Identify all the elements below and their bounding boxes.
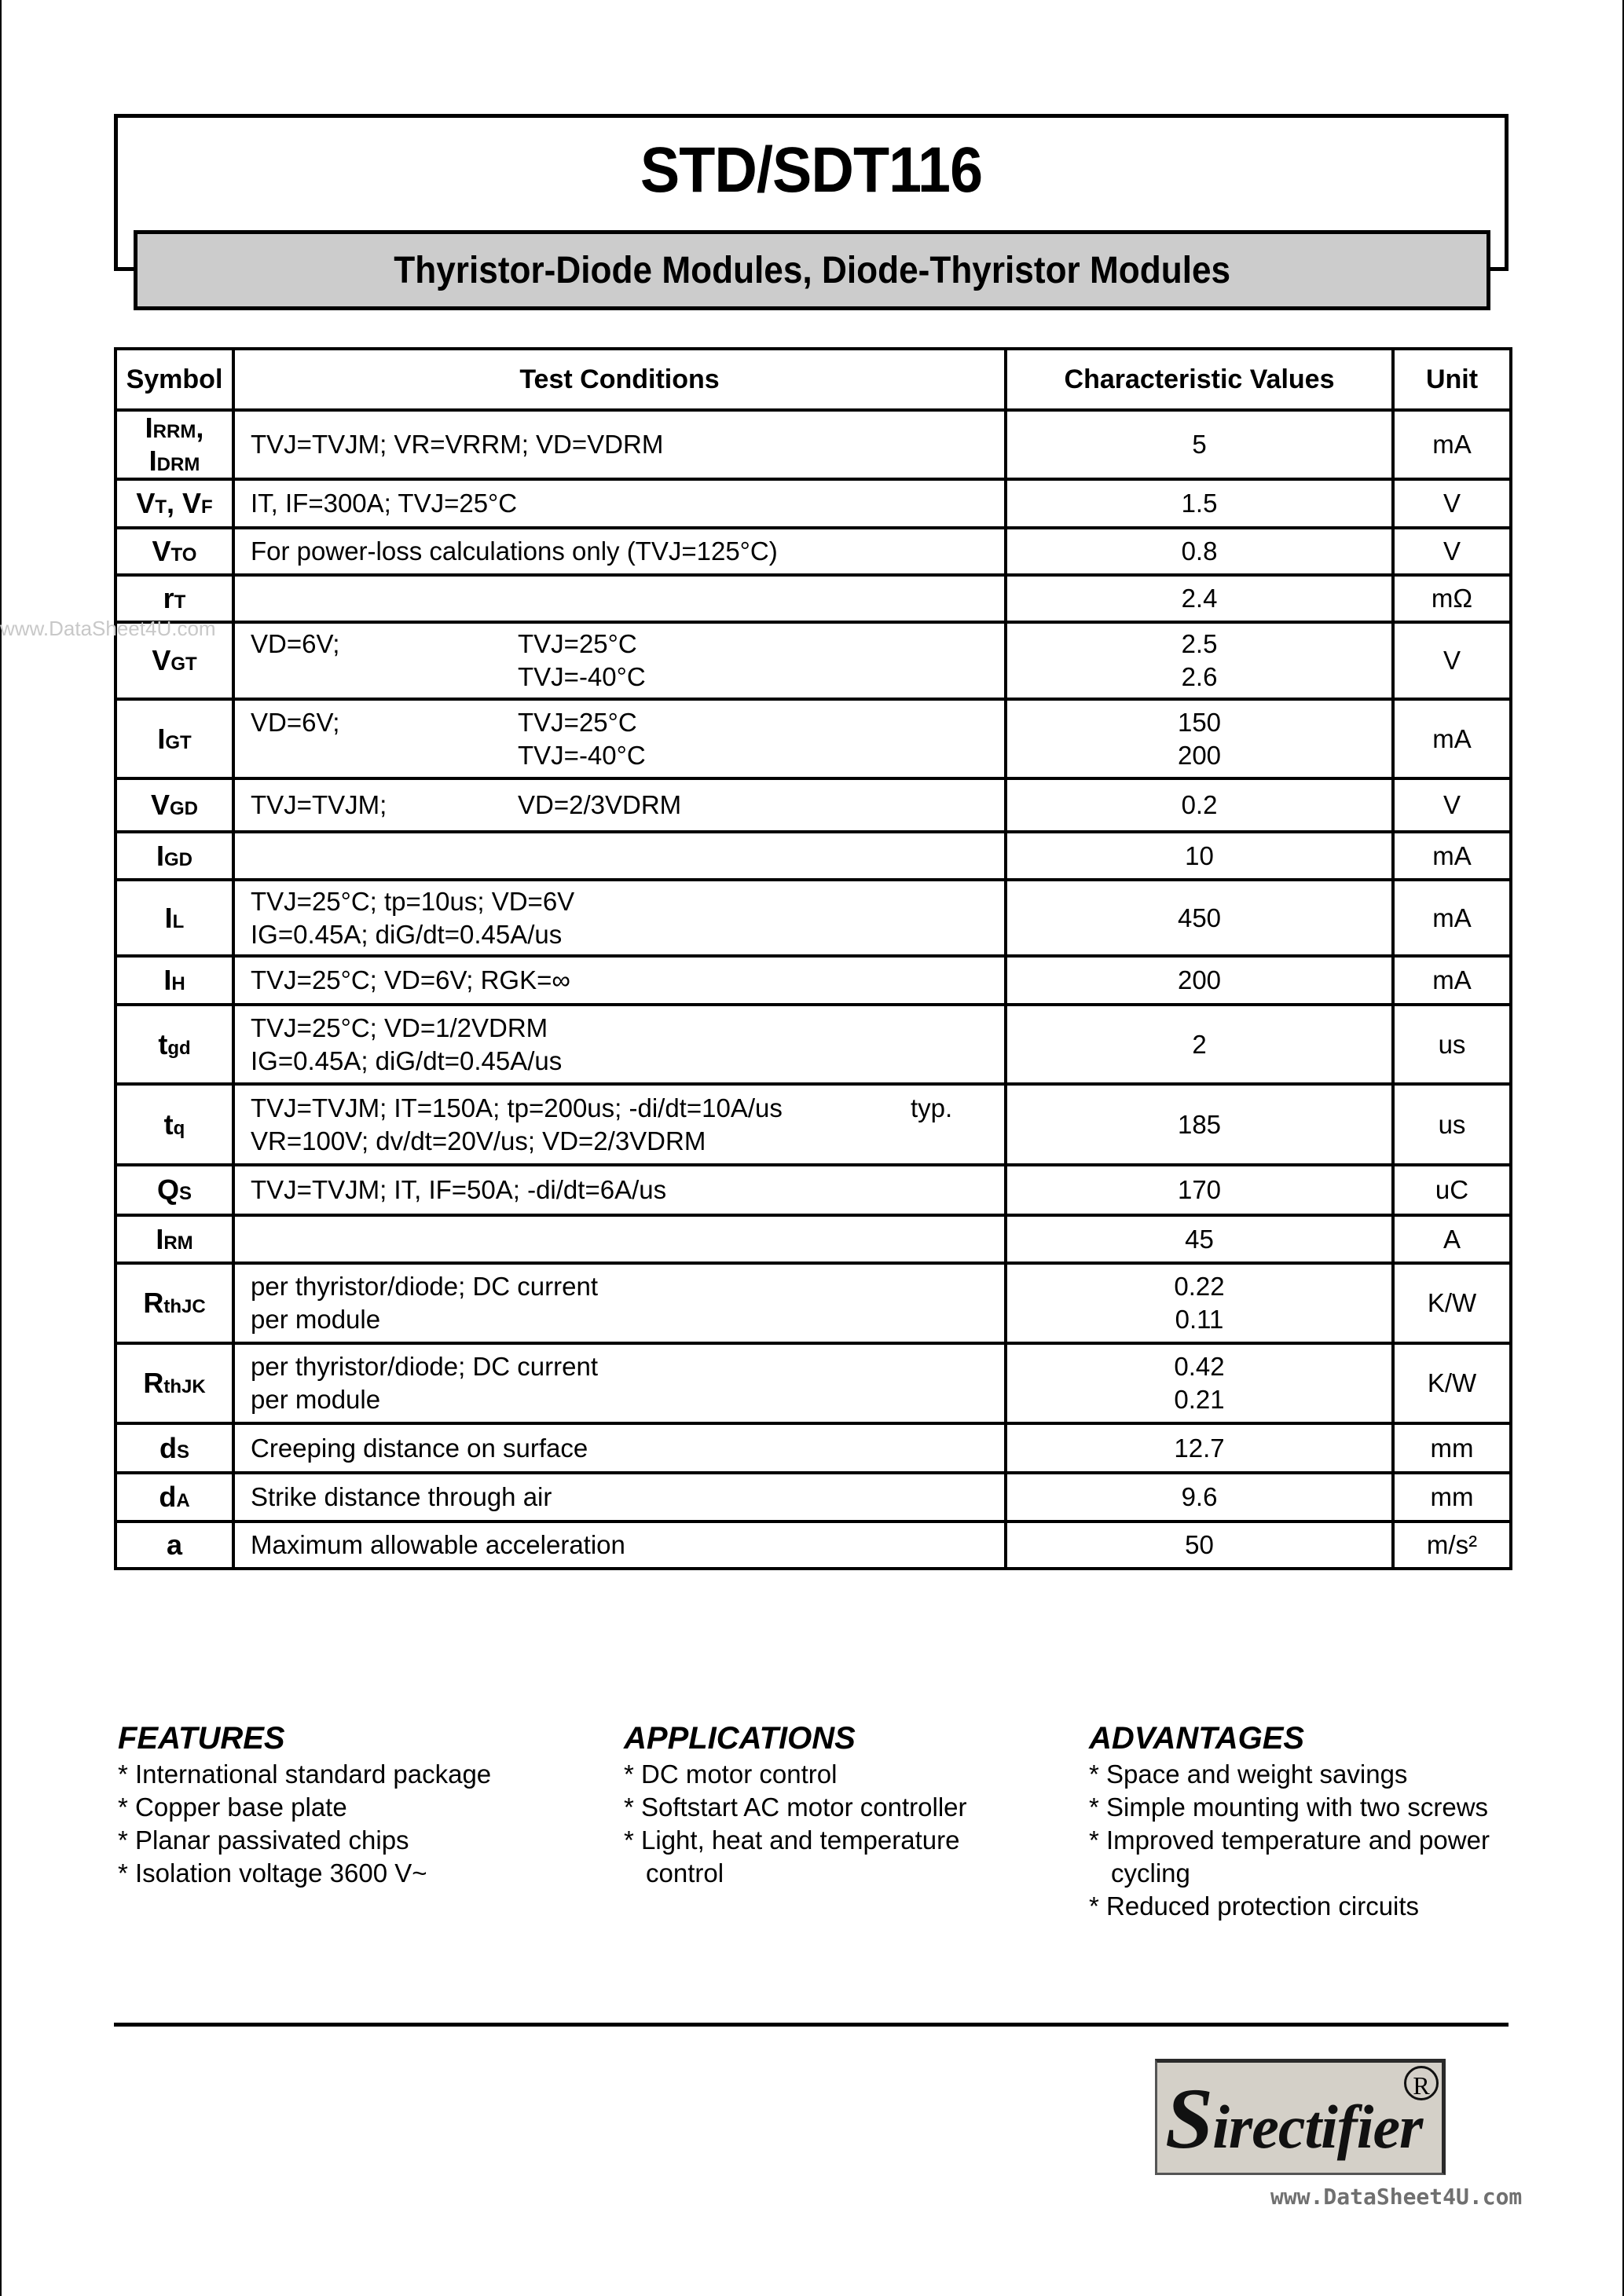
unit-cell: uC <box>1393 1165 1511 1215</box>
test-conditions-cell: VD=6V; TVJ=25°C TVJ=-40°C <box>233 622 1006 699</box>
table-row <box>115 832 1511 880</box>
symbol-cell: IH <box>115 956 233 1005</box>
application-item: * Light, heat and temperature <box>624 1825 960 1855</box>
characteristic-value-cell: 0.2 <box>1006 778 1393 832</box>
symbol-cell: RthJK <box>115 1343 233 1423</box>
table-row <box>115 1165 1511 1215</box>
header-symbol: Symbol <box>115 349 233 410</box>
test-conditions-cell: TVJ=TVJM; VD=2/3VDRM <box>233 778 1006 832</box>
table-row <box>115 1343 1511 1423</box>
test-conditions-cell: Strike distance through air <box>233 1473 1006 1522</box>
test-conditions-cell <box>233 1215 1006 1263</box>
symbol-cell: tq <box>115 1084 233 1165</box>
unit-cell: mA <box>1393 410 1511 479</box>
symbol-cell: IRM <box>115 1215 233 1263</box>
characteristic-value-cell: 0.42 0.21 <box>1006 1343 1393 1423</box>
symbol-cell: dS <box>115 1423 233 1473</box>
features-title: FEATURES <box>118 1721 285 1756</box>
applications-section <box>624 1720 967 1890</box>
characteristic-value-cell: 2.4 <box>1006 575 1393 622</box>
symbol-cell: dA <box>115 1473 233 1522</box>
advantage-item-continued: cycling <box>1111 1858 1190 1888</box>
symbol-cell: RthJC <box>115 1263 233 1343</box>
characteristic-value-cell: 2 <box>1006 1005 1393 1084</box>
test-conditions-cell: TVJ=25°C; tp=10us; VD=6V IG=0.45A; diG/dt=0.45A/us <box>233 880 1006 956</box>
test-conditions-cell: VD=6V; TVJ=25°C TVJ=-40°C <box>233 699 1006 778</box>
characteristic-value-cell: 5 <box>1006 410 1393 479</box>
feature-item: * Copper base plate <box>118 1792 347 1822</box>
feature-item: * Isolation voltage 3600 V~ <box>118 1858 427 1888</box>
test-conditions-cell: per thyristor/diode; DC current per module <box>233 1343 1006 1423</box>
unit-cell: mA <box>1393 832 1511 880</box>
unit-cell: mm <box>1393 1473 1511 1522</box>
unit-cell: mA <box>1393 699 1511 778</box>
header-unit: Unit <box>1393 349 1511 410</box>
characteristic-value-cell: 45 <box>1006 1215 1393 1263</box>
characteristic-value-cell: 50 <box>1006 1522 1393 1569</box>
advantages-title: ADVANTAGES <box>1089 1721 1305 1756</box>
table-row <box>115 622 1511 699</box>
table-row <box>115 575 1511 622</box>
characteristic-value-cell: 185 <box>1006 1084 1393 1165</box>
table-row <box>115 1215 1511 1263</box>
unit-cell: V <box>1393 528 1511 575</box>
test-conditions-cell: TVJ=25°C; VD=6V; RGK=∞ <box>233 956 1006 1005</box>
characteristic-value-cell: 450 <box>1006 880 1393 956</box>
feature-item: * Planar passivated chips <box>118 1825 409 1855</box>
table-row <box>115 1084 1511 1165</box>
registered-trademark-icon: R <box>1404 2066 1439 2100</box>
test-conditions-cell: Creeping distance on surface <box>233 1423 1006 1473</box>
feature-item: * International standard package <box>118 1760 492 1789</box>
unit-cell: K/W <box>1393 1263 1511 1343</box>
application-item-continued: control <box>646 1858 724 1888</box>
symbol-cell: a <box>115 1522 233 1569</box>
table-row <box>115 528 1511 575</box>
characteristic-value-cell: 10 <box>1006 832 1393 880</box>
unit-cell: mm <box>1393 1423 1511 1473</box>
test-conditions-cell <box>233 832 1006 880</box>
advantage-item: * Improved temperature and power <box>1089 1825 1490 1855</box>
characteristic-value-cell: 200 <box>1006 956 1393 1005</box>
symbol-cell: IRRM, IDRM <box>115 410 233 479</box>
logo-wordmark: Sirectifier <box>1165 2071 1423 2166</box>
table-row <box>115 1423 1511 1473</box>
sirectifier-logo <box>1155 2059 1446 2175</box>
test-conditions-cell: per thyristor/diode; DC current per module <box>233 1263 1006 1343</box>
test-conditions-cell <box>233 575 1006 622</box>
symbol-cell: VGD <box>115 778 233 832</box>
features-section <box>118 1720 491 1890</box>
advantage-item: * Space and weight savings <box>1089 1760 1408 1789</box>
symbol-cell: tgd <box>115 1005 233 1084</box>
application-item: * DC motor control <box>624 1760 838 1789</box>
watermark-bottom: www.DataSheet4U.com <box>1270 2184 1523 2210</box>
characteristic-value-cell: 170 <box>1006 1165 1393 1215</box>
advantages-section <box>1089 1720 1490 1923</box>
symbol-cell: VTO <box>115 528 233 575</box>
characteristics-table <box>114 347 1512 1570</box>
page-edge-left <box>0 0 2 2296</box>
advantage-item: * Reduced protection circuits <box>1089 1891 1420 1921</box>
header-characteristic-values: Characteristic Values <box>1006 349 1393 410</box>
table-row <box>115 778 1511 832</box>
test-conditions-cell: For power-loss calculations only (TVJ=125°C) <box>233 528 1006 575</box>
application-item: * Softstart AC motor controller <box>624 1792 967 1822</box>
test-conditions-cell: TVJ=TVJM; VR=VRRM; VD=VDRM <box>233 410 1006 479</box>
header-test-conditions: Test Conditions <box>233 349 1006 410</box>
characteristic-value-cell: 12.7 <box>1006 1423 1393 1473</box>
applications-title: APPLICATIONS <box>624 1721 856 1756</box>
page-title: STD/SDT116 <box>640 134 983 206</box>
symbol-cell: IL <box>115 880 233 956</box>
table-row <box>115 479 1511 528</box>
table-row <box>115 956 1511 1005</box>
unit-cell: us <box>1393 1084 1511 1165</box>
symbol-cell: VGT <box>115 622 233 699</box>
unit-cell: us <box>1393 1005 1511 1084</box>
symbol-cell: IGD <box>115 832 233 880</box>
unit-cell: mA <box>1393 956 1511 1005</box>
test-conditions-cell: TVJ=25°C; VD=1/2VDRM IG=0.45A; diG/dt=0.45A/us <box>233 1005 1006 1084</box>
unit-cell: m/s² <box>1393 1522 1511 1569</box>
watermark-left: www.DataSheet4U.com <box>0 617 216 640</box>
table-row <box>115 1005 1511 1084</box>
bottom-divider <box>114 2023 1509 2027</box>
unit-cell: A <box>1393 1215 1511 1263</box>
unit-cell: K/W <box>1393 1343 1511 1423</box>
table-header-row <box>115 349 1511 410</box>
subtitle-box <box>134 230 1490 310</box>
unit-cell: mΩ <box>1393 575 1511 622</box>
table-row <box>115 1263 1511 1343</box>
characteristic-value-cell: 150 200 <box>1006 699 1393 778</box>
unit-cell: mA <box>1393 880 1511 956</box>
symbol-cell: IGT <box>115 699 233 778</box>
characteristic-value-cell: 0.22 0.11 <box>1006 1263 1393 1343</box>
table-row <box>115 880 1511 956</box>
unit-cell: V <box>1393 479 1511 528</box>
page-subtitle: Thyristor-Diode Modules, Diode-Thyristor Modules <box>394 249 1230 291</box>
characteristic-value-cell: 1.5 <box>1006 479 1393 528</box>
unit-cell: V <box>1393 622 1511 699</box>
characteristic-value-cell: 2.5 2.6 <box>1006 622 1393 699</box>
symbol-cell: QS <box>115 1165 233 1215</box>
symbol-cell: rT <box>115 575 233 622</box>
test-conditions-cell: Maximum allowable acceleration <box>233 1522 1006 1569</box>
table-row <box>115 410 1511 479</box>
advantage-item: * Simple mounting with two screws <box>1089 1792 1489 1822</box>
unit-cell: V <box>1393 778 1511 832</box>
characteristic-value-cell: 0.8 <box>1006 528 1393 575</box>
test-conditions-cell: TVJ=TVJM; IT, IF=50A; -di/dt=6A/us <box>233 1165 1006 1215</box>
test-conditions-cell: IT, IF=300A; TVJ=25°C <box>233 479 1006 528</box>
table-row <box>115 1473 1511 1522</box>
table-row <box>115 699 1511 778</box>
characteristic-value-cell: 9.6 <box>1006 1473 1393 1522</box>
symbol-cell: VT, VF <box>115 479 233 528</box>
test-conditions-cell: TVJ=TVJM; IT=150A; tp=200us; -di/dt=10A/us typ. VR=100V; dv/dt=20V/us; VD=2/3VDRM <box>233 1084 1006 1165</box>
table-row <box>115 1522 1511 1569</box>
